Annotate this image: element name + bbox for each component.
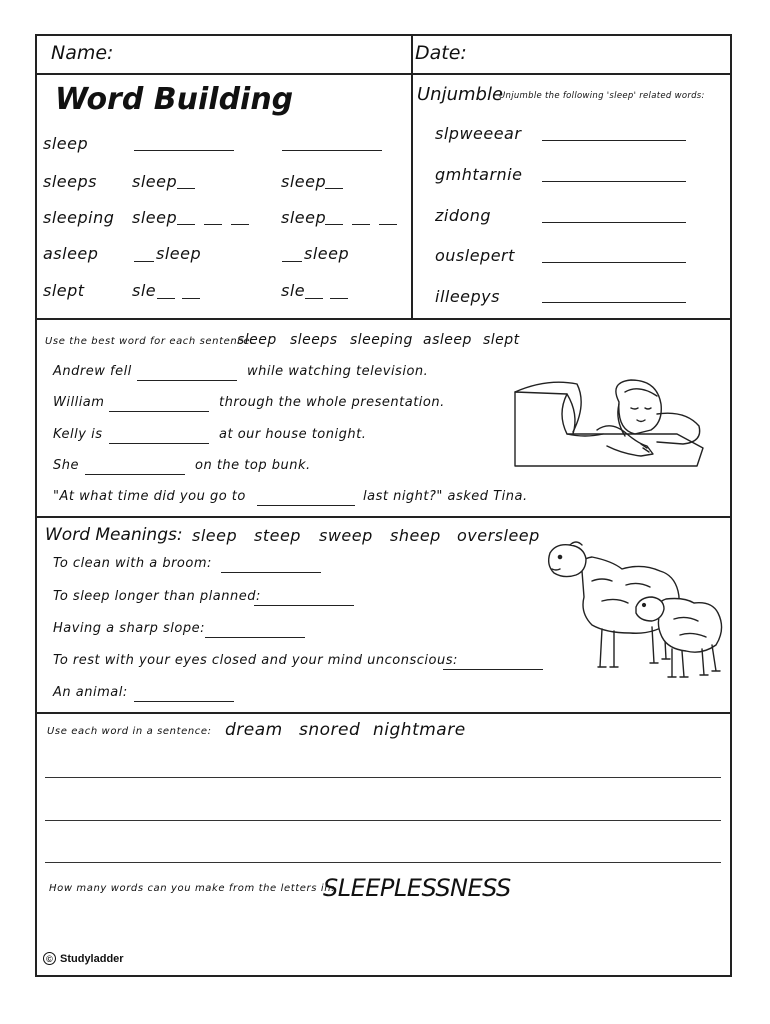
answer-blank[interactable] bbox=[109, 411, 209, 412]
wb-stem: sle bbox=[281, 281, 306, 300]
sentence-start: Kelly is bbox=[53, 427, 103, 442]
jumbled-word: zidong bbox=[435, 206, 492, 225]
letter-blank[interactable] bbox=[379, 224, 397, 225]
option-word: sleeps bbox=[290, 332, 338, 348]
wb-stem: sleep bbox=[132, 208, 178, 227]
sentence-start: Andrew fell bbox=[53, 364, 132, 379]
answer-blank[interactable] bbox=[221, 572, 321, 573]
option-word: slept bbox=[483, 332, 520, 348]
divider bbox=[37, 712, 730, 714]
wb-word: sleeps bbox=[43, 172, 97, 191]
name-label: Name: bbox=[51, 42, 114, 64]
wb-stem: sle bbox=[132, 281, 157, 300]
answer-blank[interactable] bbox=[282, 150, 382, 151]
letter-blank[interactable] bbox=[305, 298, 323, 299]
answer-blank[interactable] bbox=[85, 474, 185, 475]
answer-blank[interactable] bbox=[542, 181, 686, 182]
jumbled-word: ouslepert bbox=[435, 246, 515, 265]
best-word-instruction: Use the best word for each sentence: bbox=[45, 336, 255, 347]
divider bbox=[411, 36, 413, 73]
brand-name: Studyladder bbox=[60, 952, 124, 965]
wb-stem: sleep bbox=[156, 244, 202, 263]
writing-line[interactable] bbox=[45, 777, 721, 778]
writing-line[interactable] bbox=[45, 862, 721, 863]
sentence-end: while watching television. bbox=[247, 364, 429, 379]
letter-blank[interactable] bbox=[352, 224, 370, 225]
copyright-icon: © bbox=[43, 952, 56, 965]
answer-blank[interactable] bbox=[254, 605, 354, 606]
letter-blank[interactable] bbox=[282, 261, 302, 262]
studyladder-logo bbox=[43, 952, 124, 965]
sentence-start: William bbox=[53, 395, 105, 410]
meaning-option: oversleep bbox=[457, 526, 540, 545]
meaning-option: sleep bbox=[192, 526, 238, 545]
answer-blank[interactable] bbox=[542, 302, 686, 303]
jumbled-word: illeepys bbox=[435, 287, 500, 306]
sentence-word: dream bbox=[225, 720, 283, 740]
letter-blank[interactable] bbox=[182, 298, 200, 299]
letter-blank[interactable] bbox=[177, 188, 195, 189]
answer-blank[interactable] bbox=[134, 701, 234, 702]
sheep-illustration bbox=[542, 541, 732, 681]
option-word: sleep bbox=[237, 332, 277, 348]
letter-blank[interactable] bbox=[204, 224, 222, 225]
sentence-start: She bbox=[53, 458, 79, 473]
answer-blank[interactable] bbox=[205, 637, 305, 638]
wb-stem: sleep bbox=[304, 244, 350, 263]
wb-stem: sleep bbox=[281, 208, 327, 227]
answer-blank[interactable] bbox=[134, 150, 234, 151]
letter-blank[interactable] bbox=[325, 188, 343, 189]
divider bbox=[411, 73, 413, 318]
wb-word: sleep bbox=[43, 134, 89, 153]
sentence-word: nightmare bbox=[373, 720, 466, 740]
answer-blank[interactable] bbox=[443, 669, 543, 670]
meaning-clue: To rest with your eyes closed and your mind unconscious: bbox=[53, 653, 458, 668]
divider bbox=[37, 516, 730, 518]
wb-word: slept bbox=[43, 281, 85, 300]
meaning-clue: An animal: bbox=[53, 685, 128, 700]
answer-blank[interactable] bbox=[137, 380, 237, 381]
letters-instruction: How many words can you make from the letters in: bbox=[49, 883, 336, 894]
sentence-end: on the top bunk. bbox=[195, 458, 311, 473]
meaning-clue: Having a sharp slope: bbox=[53, 621, 205, 636]
unjumble-instruction: Unjumble the following 'sleep' related words: bbox=[499, 91, 705, 101]
worksheet bbox=[35, 34, 732, 977]
use-words-instruction: Use each word in a sentence: bbox=[47, 726, 212, 737]
sentence-end: through the whole presentation. bbox=[219, 395, 445, 410]
meaning-clue: To clean with a broom: bbox=[53, 556, 212, 571]
wb-word: asleep bbox=[43, 244, 99, 263]
word-building-title: Word Building bbox=[55, 82, 294, 117]
meaning-option: sweep bbox=[319, 526, 373, 545]
option-word: sleeping bbox=[350, 332, 413, 348]
unjumble-title: Unjumble bbox=[417, 84, 504, 105]
answer-blank[interactable] bbox=[257, 505, 355, 506]
jumbled-word: slpweeear bbox=[435, 124, 522, 143]
sentence-end: last night?" asked Tina. bbox=[363, 489, 528, 504]
answer-blank[interactable] bbox=[542, 262, 686, 263]
sentence-start: "At what time did you go to bbox=[53, 489, 246, 504]
date-label: Date: bbox=[415, 42, 467, 64]
letter-blank[interactable] bbox=[325, 224, 343, 225]
answer-blank[interactable] bbox=[542, 222, 686, 223]
letters-word: SLEEPLESSNESS bbox=[323, 874, 511, 902]
letter-blank[interactable] bbox=[157, 298, 175, 299]
option-word: asleep bbox=[423, 332, 472, 348]
letter-blank[interactable] bbox=[134, 261, 154, 262]
meanings-title: Word Meanings: bbox=[45, 525, 183, 545]
sentence-word: snored bbox=[299, 720, 361, 740]
sleeping-girl-illustration bbox=[507, 374, 707, 474]
answer-blank[interactable] bbox=[109, 443, 209, 444]
jumbled-word: gmhtarnie bbox=[435, 165, 523, 184]
writing-line[interactable] bbox=[45, 820, 721, 821]
letter-blank[interactable] bbox=[231, 224, 249, 225]
meaning-option: sheep bbox=[390, 526, 441, 545]
meaning-option: steep bbox=[254, 526, 301, 545]
letter-blank[interactable] bbox=[177, 224, 195, 225]
divider bbox=[37, 73, 730, 75]
wb-stem: sleep bbox=[132, 172, 178, 191]
divider bbox=[37, 318, 730, 320]
sentence-end: at our house tonight. bbox=[219, 427, 367, 442]
meaning-clue: To sleep longer than planned: bbox=[53, 589, 261, 604]
wb-word: sleeping bbox=[43, 208, 115, 227]
answer-blank[interactable] bbox=[542, 140, 686, 141]
wb-stem: sleep bbox=[281, 172, 327, 191]
letter-blank[interactable] bbox=[330, 298, 348, 299]
